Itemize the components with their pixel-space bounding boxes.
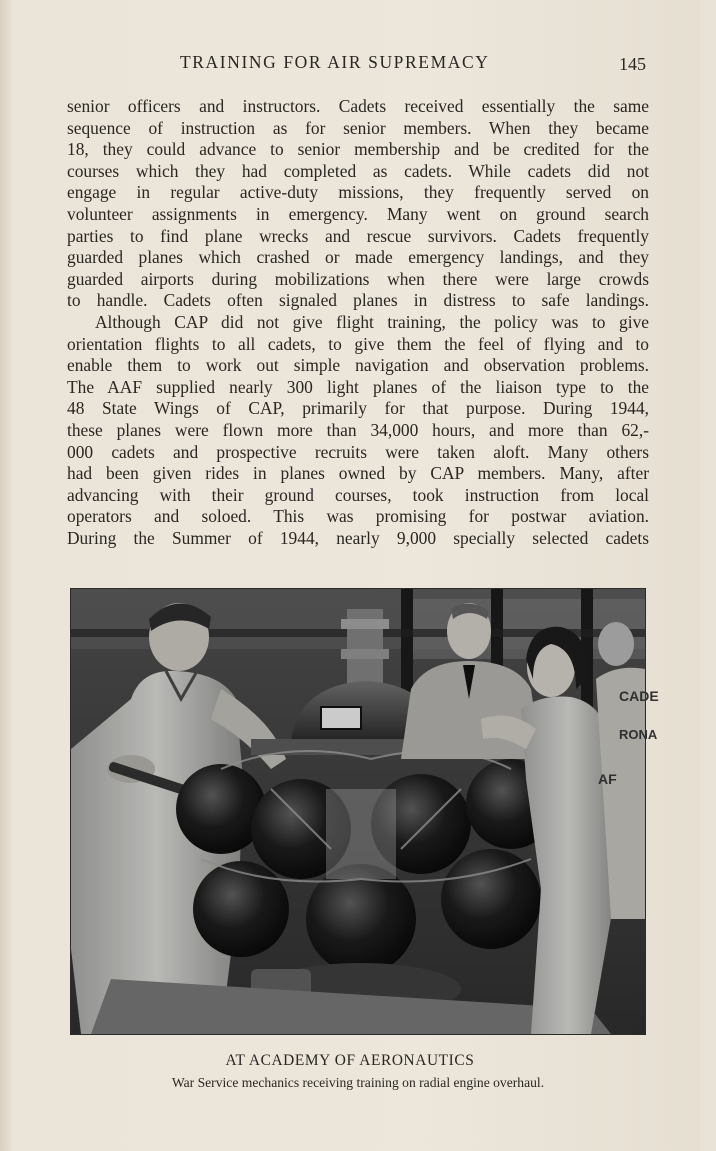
photo-fragment-af: AF [598, 771, 617, 787]
text-line: engage in regular active-duty missions, they frequently served on [67, 182, 649, 203]
text-line: courses which they had completed as cadets. While cadets did not [67, 160, 649, 181]
text-line: parties to find plane wrecks and rescue survivors. Cadets frequently [67, 225, 649, 246]
text-line: enable them to work out simple navigation and observation problems. [67, 355, 649, 376]
body-text [67, 96, 649, 549]
text-line: advancing with their ground courses, took instruction from local [67, 484, 649, 505]
text-line: 48 State Wings of CAP, primarily for that purpose. During 1944, [67, 398, 649, 419]
text-line: to handle. Cadets often signaled planes in distress to safe landings. [67, 290, 649, 311]
figure-caption-text: War Service mechanics receiving training on radial engine overhaul. [171, 1075, 545, 1090]
text-line: volunteer assignments in emergency. Many went on ground search [67, 203, 649, 224]
figure-caption-title: AT ACADEMY OF AERONAUTICS [225, 1052, 475, 1069]
engine-training-photo [70, 588, 659, 1035]
text-line: senior officers and instructors. Cadets received essentially the same [67, 96, 649, 116]
text-line: had been given rides in planes owned by CAP members. Many, after [67, 463, 649, 484]
text-line: The AAF supplied nearly 300 light planes of the liaison type to the [67, 376, 649, 397]
text-line: orientation flights to all cadets, to give them the feel of flying and to [67, 333, 649, 354]
text-line: 18, they could advance to senior membership and be credited for the [67, 139, 649, 160]
text-line: 000 cadets and prospective recruits were taken aloft. Many others [67, 441, 649, 462]
text-line: sequence of instruction as for senior members. When they became [67, 117, 649, 138]
photo-illustration [71, 589, 659, 1034]
text-line: guarded planes which crashed or made emergency landings, and they [67, 247, 649, 268]
text-line: these planes were flown more than 34,000 hours, and more than 62,- [67, 419, 649, 440]
running-header: TRAINING FOR AIR SUPREMACY [180, 52, 490, 72]
photo-fragment-aeronautics: RONA [619, 727, 658, 742]
page-number: 145 [619, 54, 646, 74]
paragraph-start-line: Although CAP did not give flight training, the policy was to give [95, 311, 649, 332]
text-line: operators and soloed. This was promising for postwar aviation. [67, 506, 649, 527]
text-line: During the Summer of 1944, nearly 9,000 specially selected cadets [67, 527, 649, 548]
photo-fragment-cadet: CADE [619, 688, 659, 704]
text-line: guarded airports during mobilizations when there were large crowds [67, 268, 649, 289]
